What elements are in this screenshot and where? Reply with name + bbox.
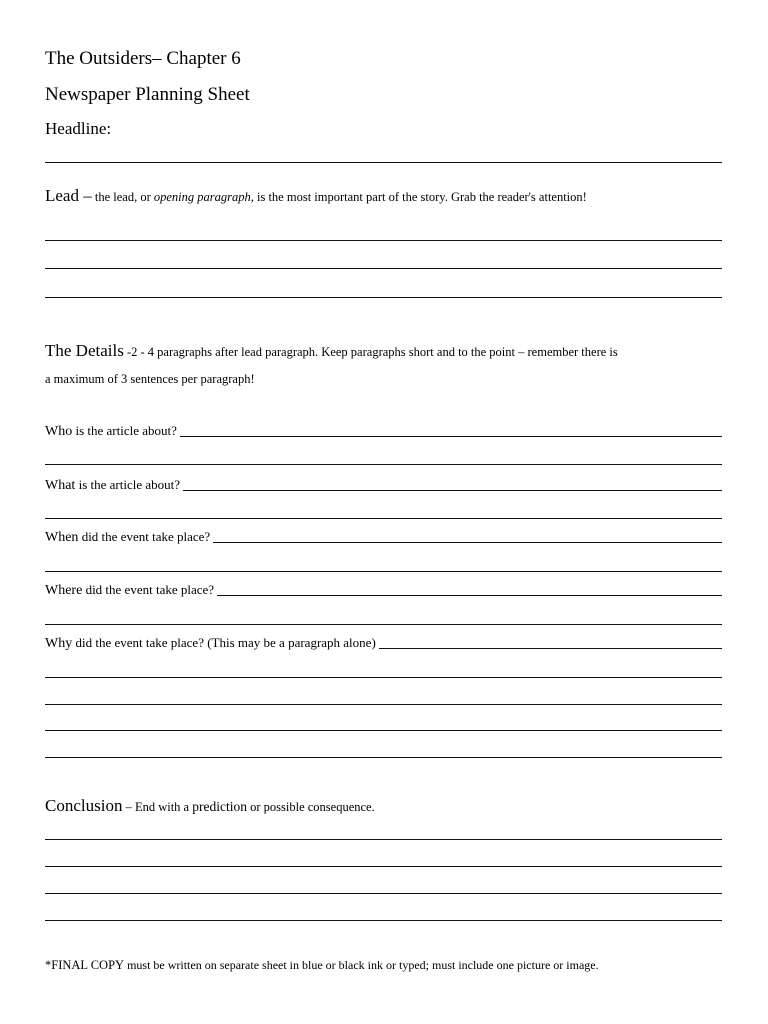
lead-text-italic: opening paragraph, bbox=[153, 190, 254, 204]
page-title: The Outsiders– Chapter 6 bbox=[45, 48, 241, 69]
who-answer-line[interactable] bbox=[180, 436, 722, 437]
who-line-2[interactable] bbox=[45, 464, 722, 465]
when-question-text: When did the event take place? bbox=[45, 529, 211, 545]
conclusion-line-3[interactable] bbox=[45, 893, 722, 894]
details-text-line1: -2 - 4 paragraphs after lead paragraph. Keep paragraphs short and to the point – remember there is bbox=[123, 345, 618, 359]
when-line-2[interactable] bbox=[45, 571, 722, 572]
conclusion-line-4[interactable] bbox=[45, 920, 722, 921]
headline-label: Headline: bbox=[45, 119, 112, 138]
page-subtitle: Newspaper Planning Sheet bbox=[45, 84, 250, 105]
when-answer-line[interactable] bbox=[213, 542, 722, 543]
lead-line-3[interactable] bbox=[45, 297, 722, 298]
who-question-text: Who is the article about? bbox=[45, 423, 177, 439]
where-question-text: Where did the event take place? bbox=[45, 582, 215, 598]
conclusion-line-2[interactable] bbox=[45, 866, 722, 867]
lead-section bbox=[45, 186, 587, 206]
conclusion-text-a: – End with a bbox=[122, 800, 193, 814]
who-question bbox=[45, 423, 722, 440]
footer-note bbox=[45, 958, 599, 973]
why-question-text: Why did the event take place? (This may be a paragraph alone) bbox=[45, 635, 376, 651]
why-line-3[interactable] bbox=[45, 704, 722, 705]
final-copy-label: *FINAL COPY bbox=[45, 958, 125, 972]
when-question bbox=[45, 529, 722, 546]
why-question bbox=[45, 635, 722, 652]
where-line-2[interactable] bbox=[45, 624, 722, 625]
why-line-4[interactable] bbox=[45, 730, 722, 731]
what-line-2[interactable] bbox=[45, 518, 722, 519]
footer-text: must be written on separate sheet in blue or black ink or typed; must include one picture or image. bbox=[124, 958, 599, 972]
conclusion-section bbox=[45, 796, 375, 816]
where-answer-line[interactable] bbox=[217, 595, 722, 596]
why-answer-line[interactable] bbox=[379, 648, 722, 649]
why-line-5[interactable] bbox=[45, 757, 722, 758]
details-text-line2: a maximum of 3 sentences per paragraph! bbox=[45, 372, 255, 386]
where-question bbox=[45, 582, 722, 599]
conclusion-keyword: prediction bbox=[192, 799, 247, 814]
what-answer-line[interactable] bbox=[183, 490, 722, 491]
lead-line-1[interactable] bbox=[45, 240, 722, 241]
conclusion-text-b: or possible consequence. bbox=[246, 800, 375, 814]
lead-label: Lead – bbox=[45, 186, 92, 205]
conclusion-label: Conclusion bbox=[45, 796, 123, 815]
what-question-text: What is the article about? bbox=[45, 477, 181, 493]
details-label: The Details bbox=[45, 341, 124, 360]
lead-line-2[interactable] bbox=[45, 268, 722, 269]
conclusion-line-1[interactable] bbox=[45, 839, 722, 840]
what-question bbox=[45, 477, 722, 494]
why-line-2[interactable] bbox=[45, 677, 722, 678]
lead-text-a: the lead, or bbox=[91, 190, 154, 204]
details-section bbox=[45, 341, 618, 361]
lead-text-b: is the most important part of the story. Grab the reader's attention! bbox=[253, 190, 587, 204]
headline-line[interactable] bbox=[45, 162, 722, 163]
